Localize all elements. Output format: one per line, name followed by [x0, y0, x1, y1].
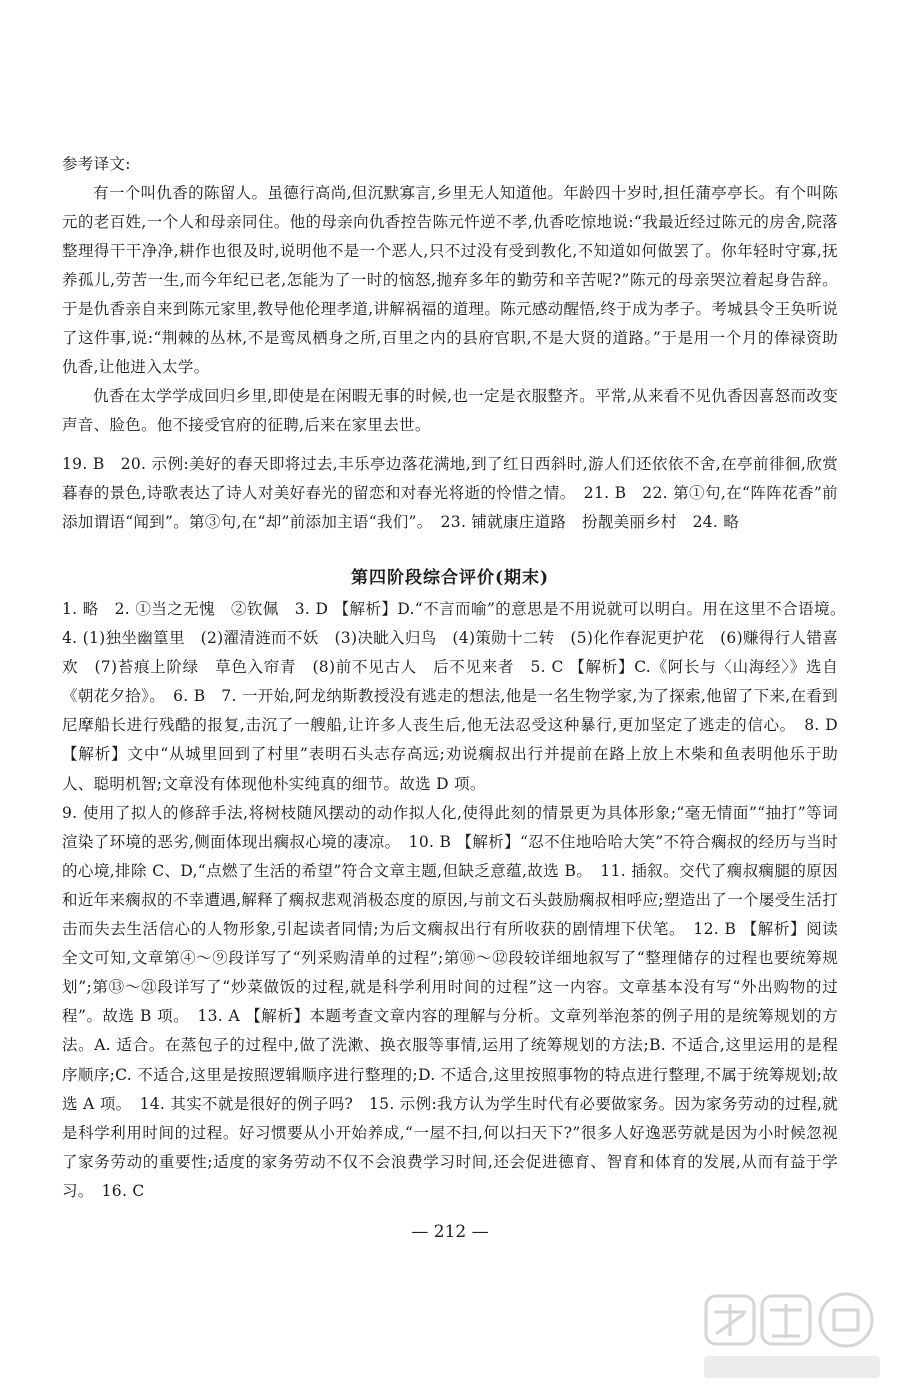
reference-translation [62, 150, 838, 440]
answers-19-24: 19. B 20. 示例:美好的春天即将过去,丰乐亭边落花满地,到了红日西斜时,游人们还依依不舍,在亭前徘徊,欣赏暮春的景色,诗歌表达了诗人对美好春光的留恋和对春光将逝的怜惜之情。 21. B 22. 第①句,在“阵阵花香”前添加谓语“闻到”。第③句,在“却”前添加主语“我们”。 23. 铺就康庄道路 扮靓美丽乡村 24. 略 [62, 455, 838, 531]
answers-paragraph-1: 1. 略 2. ①当之无愧 ②钦佩 3. D 【解析】D.“不言而喻”的意思是不用说就可以明白。用在这里不合语境。 4. (1)独坐幽篁里 (2)濯清涟而不妖 (3)决眦入归鸟 (4)策勋十二转 (5)化作春泥更护花 (6)赚得行人错喜欢 (7)苔痕上阶绿 草色入帘青 (8)前不见古人 后不见来者 5. C 【解析】C.《阿长与〈山海经〉》选自《朝花夕拾》。 6. B 7. 一开始,阿龙纳斯教授没有逃走的想法,他是一名生物学家,为了探索,他留了下来,在看到尼摩船长进行残酷的报复,击沉了一艘船,让许多人丧生后,他无法忍受这种暴行,更加坚定了逃走的信心。 8. D 【解析】文中“从城里回到了村里”表明石头志存高远;劝说瘸叔出行并提前在路上放上木柴和鱼表明他乐于助人、聪明机智;文章没有体现他朴实纯真的细节。故选 D 项。 [62, 600, 854, 793]
answers-paragraph-2: 9. 使用了拟人的修辞手法,将树枝随风摆动的动作拟人化,使得此刻的情景更为具体形象;“毫无情面”“抽打”等词渲染了环境的恶劣,侧面体现出瘸叔心境的凄凉。 10. B 【解析】“忍不住地哈哈大笑”不符合瘸叔的经历与当时的心境,排除 C、D,“点燃了生活的希望”符合文章主题,但缺乏意蕴,故选 B。 11. 插叙。交代了瘸叔瘸腿的原因和近年来瘸叔的不幸遭遇,解释了瘸叔悲观消极态度的原因,与前文石头鼓励瘸叔相呼应;塑造出了一个屡受生活打击而失去生活信心的人物形象,引起读者同情;为后文瘸叔出行有所收获的剧情埋下伏笔。 12. B 【解析】阅读全文可知,文章第④～⑨段详写了“列采购清单的过程”;第⑩～⑫段较详细地叙写了“整理储存的过程也要统筹规划”;第⑬～㉑段详写了“炒菜做饭的过程,就是科学利用时间的过程”这一内容。文章基本没有写“外出购物的过程”。故选 B 项。 13. A 【解析】本题考查文章内容的理解与分析。文章列举泡茶的例子用的是统筹规划的方法。A. 适合。在蒸包子的过程中,做了洗漱、换衣服等事情,运用了统筹规划的方法;B. 不适合,这里运用的是程序顺序;C. 不适合,这里是按照逻辑顺序进行整理的;D. 不适合,这里按照事物的特点进行整理,不属于统筹规划;故选 A 项。 14. 其实不就是很好的例子吗? 15. 示例:我方认为学生时代有必要做家务。因为家务劳动的过程,就是科学利用时间的过程。好习惯要从小开始养成,“一屋不扫,何以扫天下?”很多人好逸恶劳就是因为小时候忽视了家务劳动的重要性;适度的家务劳动不仅不会浪费学习时间,还会促进德育、智育和体育的发展,从而有益于学习。 16. C [62, 803, 838, 1200]
answers-block-bottom [62, 595, 854, 1206]
section-title: 第四阶段综合评价(期末) [350, 568, 550, 588]
page-number: — 212 — [411, 1222, 489, 1242]
translation-paragraph-2: 仇香在太学学成回归乡里,即使是在闲暇无事的时候,也一定是衣服整齐。平常,从来看不见仇香因喜怒而改变声音、脸色。他不接受官府的征聘,后来在家里去世。 [62, 387, 838, 434]
watermark-logo [700, 1290, 885, 1385]
answers-block-top [62, 450, 838, 537]
translation-heading: 参考译文: [62, 155, 131, 173]
translation-paragraph-1: 有一个叫仇香的陈留人。虽德行高尚,但沉默寡言,乡里无人知道他。年龄四十岁时,担任蒲亭亭长。有个叫陈元的老百姓,一个人和母亲同住。他的母亲向仇香控告陈元忤逆不孝,仇香吃惊地说:“我最近经过陈元的房舍,院落整理得干干净净,耕作也很及时,说明他不是一个恶人,只不过没有受到教化,不知道如何做罢了。你年轻时守寡,抚养孤儿,劳苦一生,而今年纪已老,怎能为了一时的恼怒,抛弃多年的勤劳和辛苦呢?”陈元的母亲哭泣着起身告辞。于是仇香亲自来到陈元家里,教导他伦理孝道,讲解祸福的道理。陈元感动醒悟,终于成为孝子。考城县令王奂听说了这件事,说:“荆棘的丛林,不是鸾凤栖身之所,百里之内的县府官职,不是大贤的道路。”于是用一个月的俸禄资助仇香,让他进入太学。 [62, 184, 838, 376]
